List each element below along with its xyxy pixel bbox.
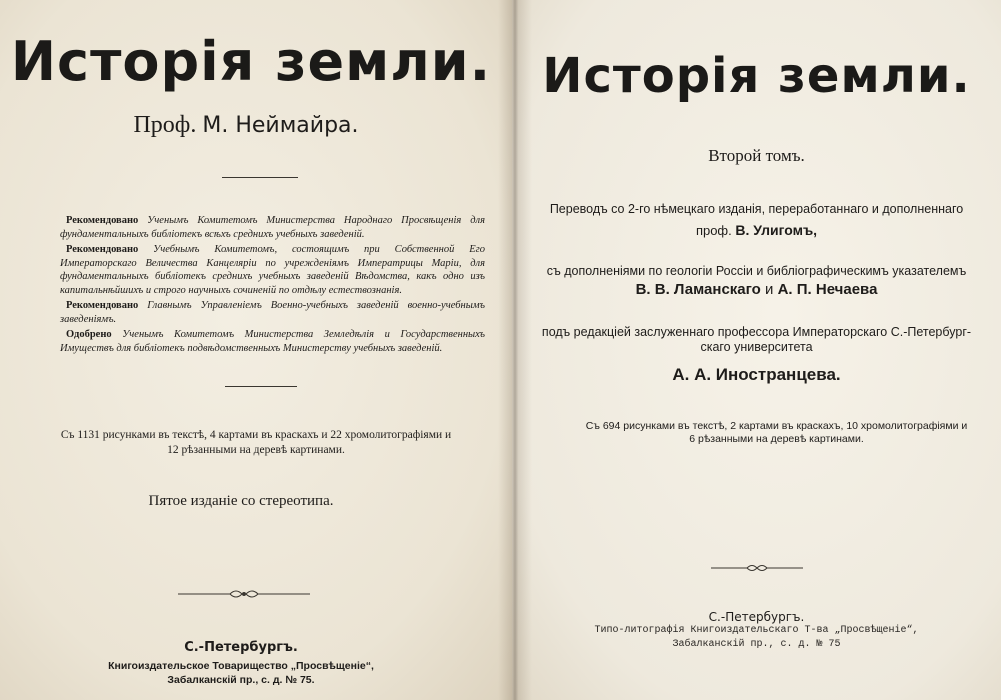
printer-line: Типо-литографія Книгоиздательскаго Т-ва „Просвѣщеніе“, [594,625,919,636]
left-author [0,112,492,139]
redaction-note [512,325,1001,355]
right-city: С.-Петербургъ. [708,610,805,624]
flourish-rule-icon [512,559,1001,578]
left-publisher [0,659,482,687]
recommendation-item [60,243,485,297]
left-title: Исторія земли. [10,30,492,93]
author-name: М. Неймайра. [202,113,359,138]
recommendation-item [60,328,485,355]
recommendation-item [60,214,485,241]
right-printer [512,624,1001,652]
recommendations-block [60,214,485,357]
recommendation-lead: Рекомендовано [66,300,139,311]
redaction-line: подъ редакціей заслуженнаго профессора Императорскаго С.-Петербург- [541,325,972,339]
recommendation-text: Ученымъ Комитетомъ Министерства Народнаго Просвѣщенія для фундаментальныхъ библіотекъ всѣхъ среднихъ учебныхъ заведеній. [60,215,485,240]
left-city: С.-Петербургъ. [184,640,298,655]
supplements-note: съ дополненіями по геологіи Россіи и библіографическимъ указателемъ [546,264,967,278]
figures-line: Съ 694 рисунками въ текстѣ, 2 картами въ краскахъ, 10 хромолитографіями и [585,420,968,432]
translator-prefix: проф. [695,223,732,238]
figures-line: Съ 1131 рисунками въ текстѣ, 4 картами въ краскахъ и 22 хромолитографіями и [60,429,452,441]
recommendation-lead: Одобрено [66,329,112,340]
recommendation-text: Главнымъ Управленіемъ Военно-учебныхъ заведеній военно-учебнымъ заведеніямъ. [60,300,486,325]
redaction-line: скаго университета [700,340,813,354]
right-figures-note [562,420,991,446]
book-gutter [498,0,532,700]
figures-line: 6 рѣзанными на деревѣ картинами. [689,433,864,445]
translator-name: В. Улигомъ, [735,222,818,238]
printer-address: Забалканскій пр., с. д. № 75 [672,639,841,650]
recommendation-item [60,299,485,326]
author-prefix: Проф. [133,112,197,138]
divider-rule [225,386,297,387]
translation-note: Переводъ со 2-го нѣмецкаго изданія, переработаннаго и дополненнаго [549,202,964,216]
volume-label: Второй томъ. [708,146,805,165]
edition-note: Пятое изданіе со стереотипа. [148,493,334,509]
left-figures-note [30,428,482,458]
recommendation-lead: Рекомендовано [66,215,139,226]
right-page [512,0,1001,700]
right-title: Исторія земли. [542,48,971,104]
flourish-rule-icon [0,586,487,605]
figures-line: 12 рѣзанными на деревѣ картинами. [167,444,345,456]
contributors-line [512,281,1001,298]
recommendation-text: Учебнымъ Комитетомъ, состоящимъ при Собственной Его Императорскаго Величества Канцеляріи по учрежденіямъ Императрицы Маріи, для фундаментальныхъ библіотекъ среднихъ учебныхъ заведеній Вѣдомства, какъ одно изъ капитальнѣйшихъ и строго научныхъ сочиненій по отдѣлу естествознанія. [60,244,485,296]
publisher-address: Забалканскій пр., с. д. № 75. [167,674,315,686]
recommendation-text: Ученымъ Комитетомъ Министерства Земледѣлія и Государственныхъ Имуществъ для библіотекъ подвѣдомственныхъ Министерству учебныхъ заведеній. [60,329,485,354]
divider-rule [222,177,298,178]
chief-editor: А. А. Иностранцева. [672,365,841,384]
contributor-name: А. П. Нечаева [777,281,878,298]
translator-line [512,222,1001,238]
publisher-line: Книгоиздательское Товарищество „Просвѣщеніе“, [108,660,374,672]
recommendation-lead: Рекомендовано [66,244,139,255]
contributor-name: В. В. Ламанскаго [635,281,761,298]
contributor-join: и [765,281,774,298]
